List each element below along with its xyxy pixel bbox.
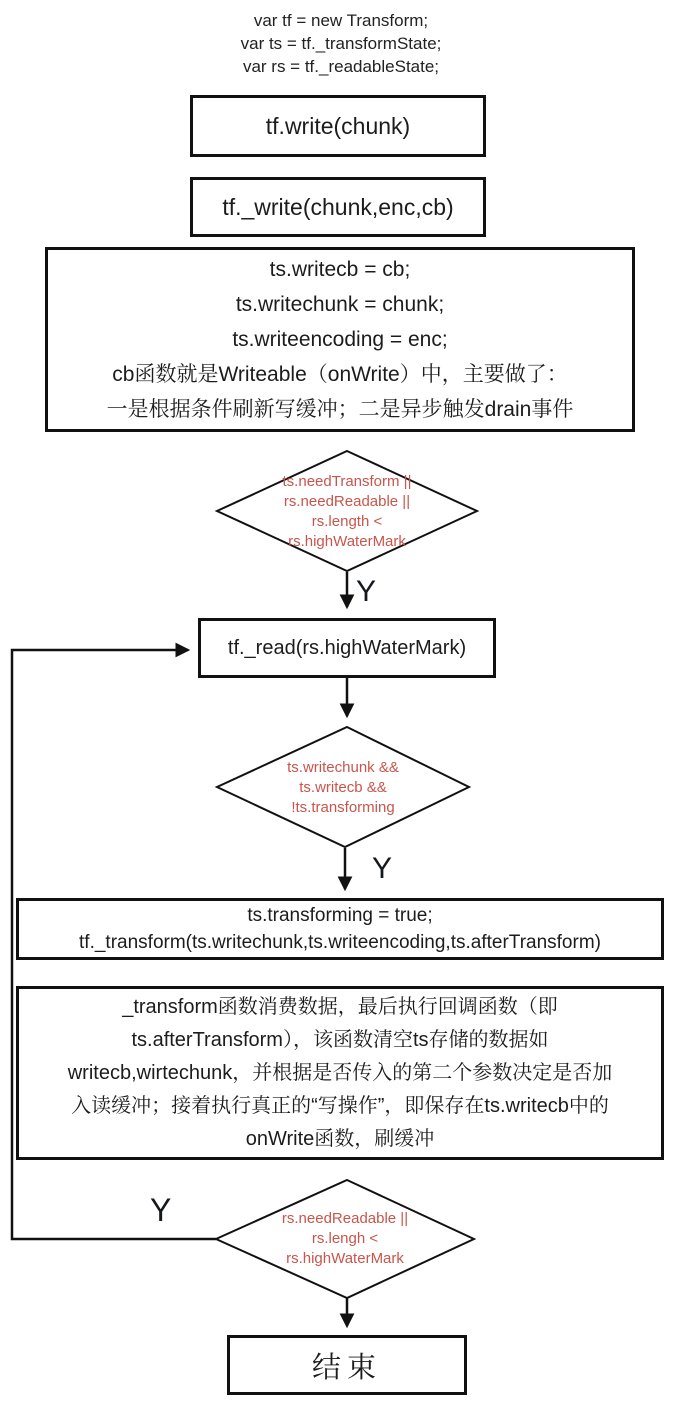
node-line: ts.afterTransform），该函数清空ts存储的数据如 — [131, 1028, 549, 1051]
var-declaration-line: var ts = tf._transformState; — [240, 34, 442, 53]
node-line: cb函数就是Writeable（onWrite）中，主要做了： — [112, 363, 568, 386]
decision-continue-read-text — [185, 1209, 505, 1269]
condition-line: ts.writecb && — [299, 779, 387, 796]
node-label: tf._write(chunk,enc,cb) — [222, 193, 454, 220]
node-line: ts.transforming = true; — [247, 905, 433, 926]
node-line: _transform函数消费数据，最后执行回调函数（即 — [122, 995, 558, 1018]
condition-line: rs.highWaterMark — [286, 1250, 404, 1267]
var-declaration-line: var rs = tf._readableState; — [242, 57, 440, 76]
node-end — [227, 1335, 467, 1395]
condition-line: ts.writechunk && — [287, 759, 399, 776]
node-tf-underscore-write — [190, 177, 486, 237]
node-transform-call — [16, 898, 664, 960]
node-label: tf._read(rs.highWaterMark) — [227, 636, 467, 659]
edge-label-yes-3: Y — [150, 1192, 172, 1228]
node-tf-write — [190, 95, 486, 157]
node-line: onWrite函数，刷缓冲 — [245, 1127, 435, 1150]
node-label: tf.write(chunk) — [265, 112, 411, 139]
node-line: tf._transform(ts.writechunk,ts.writeencoding,ts.afterTransform) — [79, 932, 601, 953]
node-line: 一是根据条件刷新写缓冲；二是异步触发drain事件 — [106, 398, 574, 421]
edge-label-yes-2: Y — [372, 852, 393, 885]
node-line: ts.writeencoding = enc; — [232, 328, 448, 351]
condition-line: rs.length < — [311, 513, 383, 530]
node-line: ts.writecb = cb; — [269, 258, 411, 281]
condition-line: rs.needReadable || — [281, 1210, 409, 1227]
node-line: writecb,wirtechunk，并根据是否传入的第二个参数决定是否加 — [67, 1061, 613, 1084]
node-transform-note — [16, 986, 664, 1160]
node-tf-read — [198, 618, 496, 678]
decision-need-read-text — [187, 472, 507, 552]
var-declaration-line: var tf = new Transform; — [253, 11, 429, 30]
condition-line: ts.needTransform || — [282, 473, 412, 490]
node-write-state — [45, 247, 635, 432]
condition-line: rs.lengh < — [311, 1230, 379, 1247]
node-line: ts.writechunk = chunk; — [235, 293, 445, 316]
edge-label-yes-1: Y — [356, 575, 377, 608]
decision-can-transform-text — [183, 758, 503, 818]
condition-line: rs.needReadable || — [283, 493, 411, 510]
node-label: 结束 — [311, 1351, 382, 1384]
node-line: 入读缓冲；接着执行真正的“写操作”，即保存在ts.writecb中的 — [71, 1094, 609, 1117]
condition-line: !ts.transforming — [291, 799, 395, 816]
variable-declarations — [0, 9, 682, 78]
condition-line: rs.highWaterMark — [288, 533, 406, 550]
